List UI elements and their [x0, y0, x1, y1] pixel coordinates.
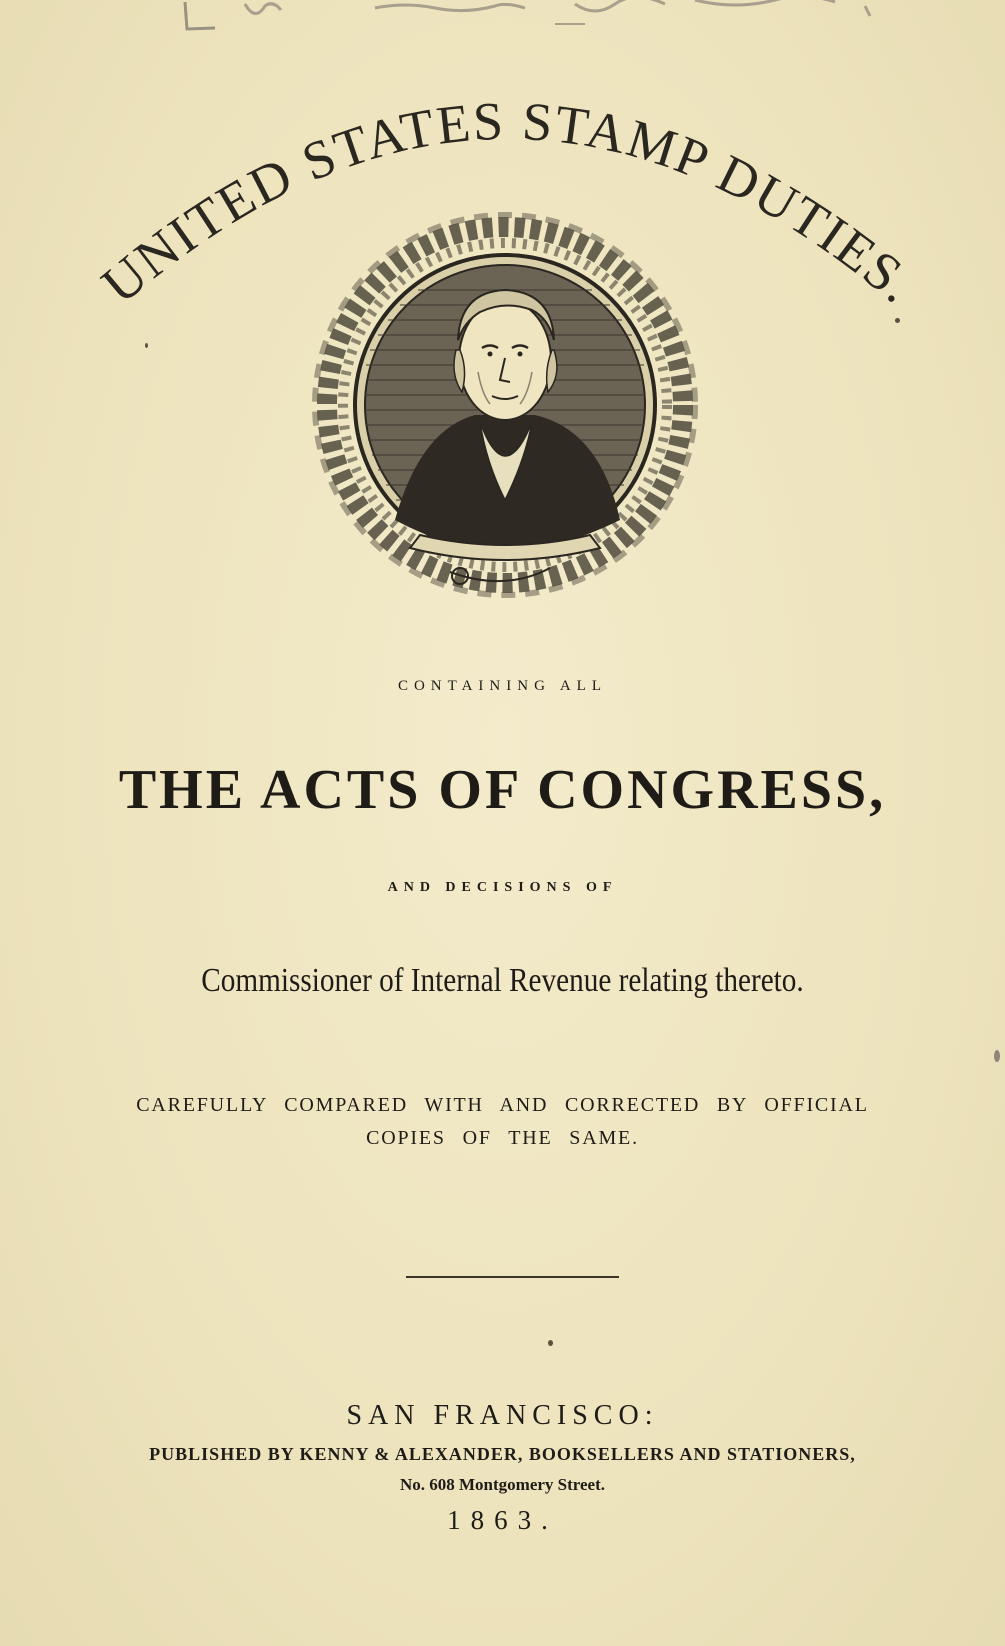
- year-text: 1863.: [447, 1505, 558, 1535]
- commissioner-text: Commissioner of Internal Revenue relating thereto.: [201, 962, 804, 999]
- publisher-text: PUBLISHED BY KENNY & ALEXANDER, BOOKSELLERS AND STATIONERS,: [149, 1444, 856, 1464]
- ink-speck: [548, 1340, 553, 1346]
- horizontal-rule: [406, 1276, 619, 1278]
- main-title: THE ACTS OF CONGRESS,: [118, 759, 887, 821]
- address-text: No. 608 Montgomery Street.: [399, 1475, 606, 1494]
- careful-line-1: CAREFULLY COMPARED WITH AND CORRECTED BY OFFICIAL: [136, 1094, 869, 1116]
- portrait-medallion: [300, 200, 720, 620]
- ink-speck: [145, 343, 148, 348]
- city-text: SAN FRANCISCO:: [346, 1400, 659, 1431]
- careful-line-2: COPIES OF THE SAME.: [366, 1127, 639, 1149]
- decisions-text: AND DECISIONS OF: [387, 880, 618, 895]
- containing-text: CONTAINING ALL: [397, 678, 608, 694]
- ink-speck: [994, 1050, 1000, 1062]
- ink-speck: [895, 318, 900, 323]
- arched-title-text: UNITED STATES STAMP DUTIES.: [90, 90, 928, 316]
